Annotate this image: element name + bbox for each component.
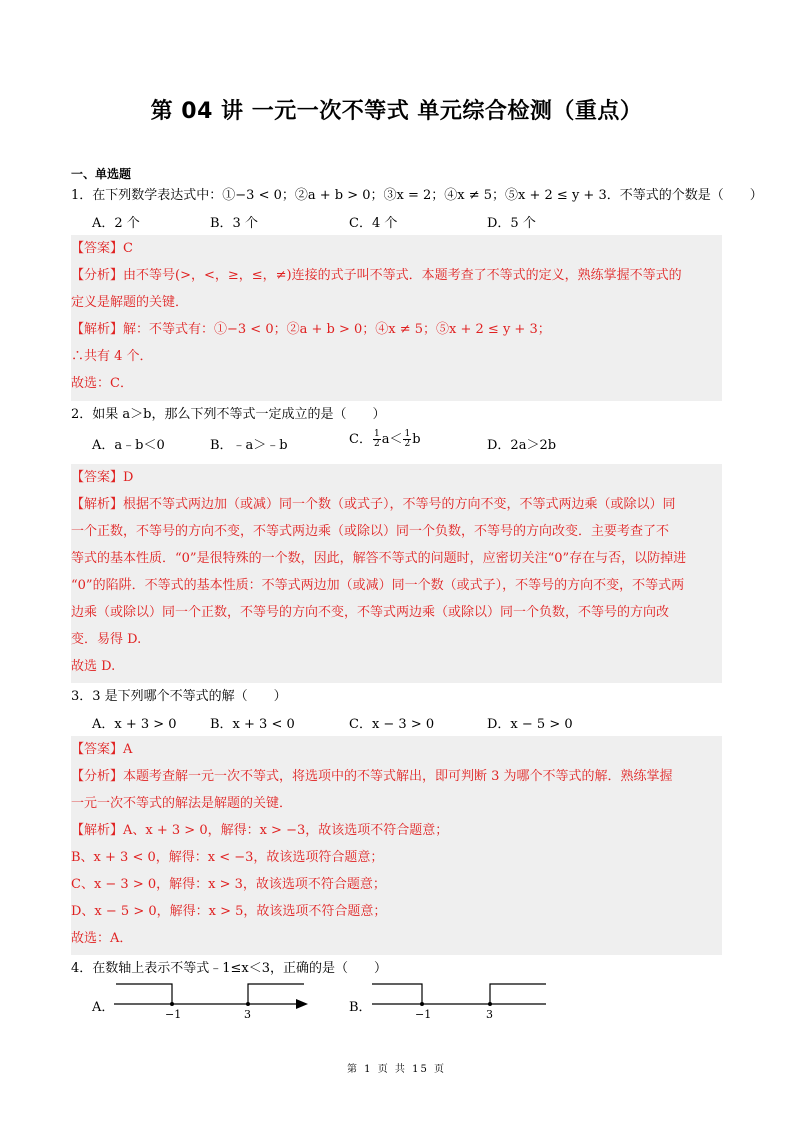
explain-tag: 【解析】	[71, 322, 124, 337]
axis-arrow	[296, 999, 308, 1009]
closed-point-3	[246, 1002, 250, 1006]
q1-option-a: A．2 个	[92, 216, 140, 231]
right-ray	[248, 984, 304, 1004]
explain-tag: 【解析】	[71, 823, 124, 838]
q3-option-c: C．x − 3 > 0	[349, 717, 435, 732]
q2-explain-line3: 等式的基本性质．“0”是很特殊的一个数，因此，解答不等式的问题时，应密切关注“0”存在与否，以防掉进	[71, 551, 687, 566]
q2-explain-text: 根据不等式两边加（或减）同一个数（或式子），不等号的方向不变，不等式两边乘（或除以）同	[123, 497, 676, 512]
fraction	[403, 430, 411, 449]
q3-option-b: B．x + 3 < 0	[210, 717, 295, 732]
right-ray	[490, 984, 546, 1004]
q2-option-a: A．a﹣b＜0	[92, 438, 165, 453]
q2-option-c-end: b	[412, 432, 421, 447]
q4-option-b: B．	[349, 1000, 372, 1015]
q1-explain	[71, 316, 721, 343]
q2-explain-line5: 边乘（或除以）同一个正数，不等号的方向不变，不等式两边乘（或除以）同一个负数，不等号的方向改	[71, 605, 670, 620]
left-ray	[372, 984, 422, 1004]
q3-analysis	[71, 763, 721, 790]
tick-label-3: 3	[486, 1008, 493, 1020]
q1-total: ∴共有 4 个．	[71, 349, 153, 364]
page-footer: 第 1 页 共 15 页	[347, 1064, 446, 1075]
fraction	[373, 430, 381, 449]
q1-answer: C	[123, 241, 133, 256]
q1-answer-line	[71, 235, 721, 262]
q1-explain-text: 解：不等式有：①−3 < 0；②a + b > 0；④x ≠ 5；⑤x + 2 ≤ y + 3；	[123, 322, 551, 337]
q3-stem: 3．3 是下列哪个不等式的解（ ）	[71, 689, 287, 704]
section-heading: 一、单选题	[71, 167, 132, 181]
q3-answer-line	[71, 736, 721, 763]
answer-tag: 【答案】	[71, 742, 124, 757]
tick-label-neg1: −1	[165, 1008, 182, 1020]
q3-analysis-line2: 一元一次不等式的解法是解题的关键．	[71, 796, 293, 811]
q2-option-d: D．2a＞2b	[487, 438, 557, 453]
numerator: 1	[404, 429, 411, 439]
q3-explain-text: A、x + 3 > 0，解得：x > −3，故该选项不符合题意；	[123, 823, 449, 838]
q4-stem: 4．在数轴上表示不等式﹣1≤x＜3，正确的是（ ）	[71, 961, 388, 976]
explain-tag: 【解析】	[71, 497, 124, 512]
number-line-a	[110, 980, 310, 1020]
q2-choose: 故选 D.	[71, 659, 116, 674]
number-line-b	[368, 980, 553, 1020]
q3-answer: A	[123, 742, 133, 757]
q1-analysis-line1: 由不等号(>，<，≥，≤，≠)连接的式子叫不等式．本题考查了不等式的定义，熟练掌握不等式的	[123, 268, 682, 283]
q2-explain-line1	[71, 491, 721, 518]
q2-explain-line2: 一个正数，不等号的方向不变，不等式两边乘（或除以）同一个负数，不等号的方向改变．主要考查了不	[71, 524, 670, 539]
closed-point-neg1	[170, 1002, 174, 1006]
analysis-tag: 【分析】	[71, 769, 124, 784]
q3-analysis-line1: 本题考查解一元一次不等式，将选项中的不等式解出，即可判断 3 为哪个不等式的解．熟练掌握	[123, 769, 673, 784]
answer-tag: 【答案】	[71, 470, 124, 485]
q2-explain-line6: 变．易得 D.	[71, 632, 142, 647]
left-ray	[116, 984, 172, 1004]
q2-option-c-label: C．	[349, 432, 372, 447]
q1-option-c: C．4 个	[349, 216, 398, 231]
q3-choose: 故选：A．	[71, 931, 133, 946]
q4-option-a: A．	[92, 1000, 115, 1015]
q2-option-c-mid: a＜	[381, 432, 403, 447]
denominator: 2	[404, 439, 411, 449]
q3-option-a: A．x + 3 > 0	[92, 717, 177, 732]
q2-option-c	[349, 428, 421, 449]
q3-explain-line2: B、x + 3 < 0，解得：x < −3，故该选项符合题意；	[71, 850, 384, 865]
q1-analysis	[71, 262, 721, 289]
q3-explain-line3: C、x − 3 > 0，解得：x > 3，故该选项不符合题意；	[71, 877, 386, 892]
page-title: 第 04 讲 一元一次不等式 单元综合检测（重点）	[150, 99, 643, 124]
q3-explain-line1	[71, 817, 721, 844]
q1-stem: 1．在下列数学表达式中：①−3 < 0；②a + b > 0；③x = 2；④x ≠ 5；⑤x + 2 ≤ y + 3．不等式的个数是（ ）	[71, 188, 763, 203]
closed-point-neg1	[420, 1002, 424, 1006]
numerator: 1	[373, 429, 380, 439]
closed-point-3	[488, 1002, 492, 1006]
tick-label-neg1: −1	[415, 1008, 432, 1020]
q1-option-b: B．3 个	[210, 216, 258, 231]
q2-explain-line4: “0”的陷阱．不等式的基本性质：不等式两边加（或减）同一个数（或式子），不等号的方向不变，不等式两	[71, 578, 685, 593]
q2-stem: 2．如果 a＞b，那么下列不等式一定成立的是（ ）	[71, 407, 386, 422]
q1-choose: 故选：C．	[71, 376, 133, 391]
denominator: 2	[373, 439, 380, 449]
q2-answer-line	[71, 464, 721, 491]
q1-option-d: D．5 个	[487, 216, 536, 231]
answer-tag: 【答案】	[71, 241, 124, 256]
q2-option-b: B．﹣a＞﹣b	[210, 438, 288, 453]
q3-explain-line4: D、x − 5 > 0，解得：x > 5，故该选项不符合题意；	[71, 904, 387, 919]
q2-answer: D	[123, 470, 134, 485]
tick-label-3: 3	[244, 1008, 251, 1020]
analysis-tag: 【分析】	[71, 268, 124, 283]
q1-analysis-line2: 定义是解题的关键．	[71, 295, 189, 310]
q3-option-d: D．x − 5 > 0	[487, 717, 573, 732]
